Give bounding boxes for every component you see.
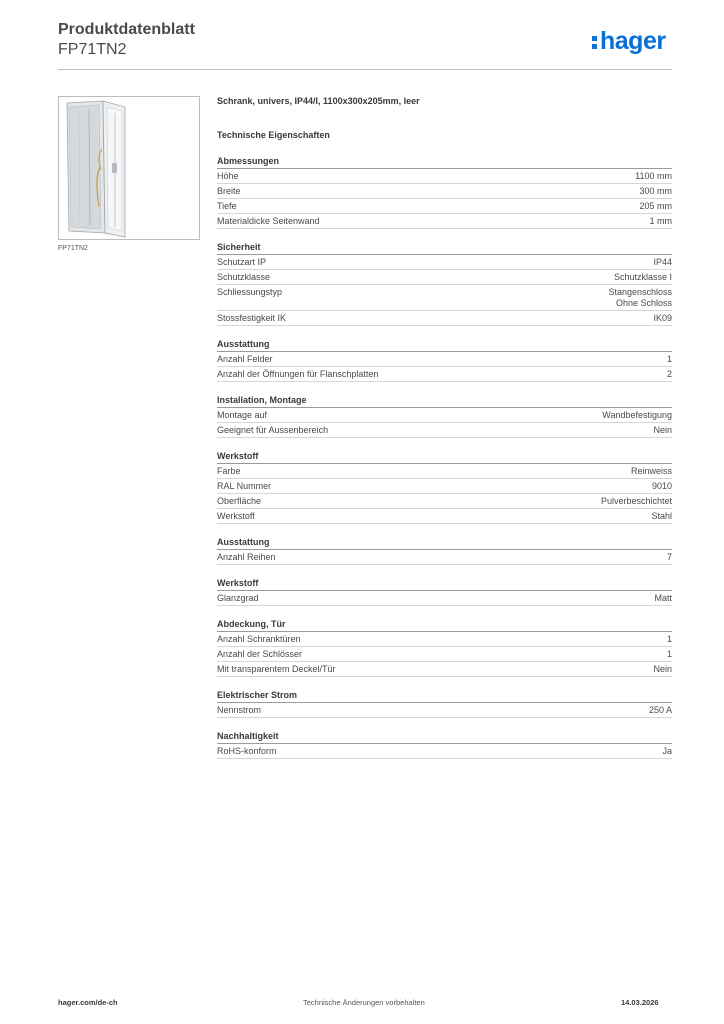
spec-value-line: Schutzklasse I: [613, 272, 672, 282]
spec-row: [217, 408, 672, 423]
spec-value: [635, 171, 672, 182]
spec-row: [217, 591, 672, 606]
spec-label: Anzahl Reihen: [217, 552, 276, 562]
spec-row: [217, 270, 672, 285]
spec-value-line: 9010: [651, 481, 672, 491]
spec-label: Anzahl Schranktüren: [217, 634, 301, 644]
section-title: Installation, Montage: [217, 394, 672, 408]
section-title: Werkstoff: [217, 577, 672, 591]
spec-value: [653, 313, 672, 324]
spec-value-line: Pulverbeschichtet: [600, 496, 672, 506]
spec-label: Höhe: [217, 171, 239, 181]
spec-value-line: Reinweiss: [630, 466, 672, 476]
spec-value: [639, 186, 672, 197]
spec-value: [653, 257, 672, 268]
spec-section: [217, 689, 672, 718]
spec-row: [217, 632, 672, 647]
spec-row: [217, 285, 672, 311]
spec-value: [654, 593, 672, 604]
section-title: Elektrischer Strom: [217, 689, 672, 703]
spec-label: Farbe: [217, 466, 241, 476]
spec-value-line: 205 mm: [639, 201, 672, 211]
logo-text: hager: [600, 27, 666, 55]
section-title: Abdeckung, Tür: [217, 618, 672, 632]
spec-label: Breite: [217, 186, 241, 196]
spec-value-line: 1: [666, 649, 672, 659]
spec-label: RAL Nummer: [217, 481, 272, 491]
spec-value: [667, 634, 672, 645]
spec-value-line: 250 A: [648, 705, 672, 715]
spec-label: Oberfläche: [217, 496, 262, 506]
spec-section: [217, 730, 672, 759]
spec-section: [217, 241, 672, 326]
cabinet-illustration: [59, 97, 199, 239]
spec-value: [653, 664, 672, 675]
spec-label: RoHS-konform: [217, 746, 277, 756]
spec-label: Schutzart IP: [217, 257, 267, 267]
spec-label: Geeignet für Aussenbereich: [217, 425, 329, 435]
section-title: Werkstoff: [217, 450, 672, 464]
spec-value: [667, 552, 672, 563]
spec-value-line: 1100 mm: [635, 171, 672, 181]
spec-section: [217, 394, 672, 438]
spec-value: [608, 287, 672, 309]
spec-row: [217, 255, 672, 270]
spec-value: [614, 272, 672, 283]
spec-value: [662, 746, 672, 757]
spec-value-line: Nein: [653, 425, 672, 435]
spec-value-line: 1: [666, 634, 672, 644]
spec-row: [217, 367, 672, 382]
spec-value: [667, 354, 672, 365]
spec-value-line: Wandbefestigung: [602, 410, 672, 420]
spec-value-line: Matt: [654, 593, 672, 603]
spec-value: [639, 201, 672, 212]
spec-value-line: IK09: [653, 313, 672, 323]
spec-value: [652, 481, 672, 492]
spec-label: Anzahl der Öffnungen für Flanschplatten: [217, 369, 379, 379]
spec-label: Materialdicke Seitenwand: [217, 216, 320, 226]
spec-value-line: Stahl: [651, 511, 672, 521]
spec-row: [217, 744, 672, 759]
spec-row: [217, 423, 672, 438]
spec-value: [602, 410, 672, 421]
tech-properties-heading: Technische Eigenschaften: [217, 130, 330, 140]
spec-row: [217, 550, 672, 565]
spec-value: [649, 705, 672, 716]
spec-value-line: 300 mm: [639, 186, 672, 196]
spec-value: [601, 496, 672, 507]
spec-row: [217, 662, 672, 677]
spec-value-line: Ja: [662, 746, 672, 756]
section-title: Nachhaltigkeit: [217, 730, 672, 744]
spec-label: Schutzklasse: [217, 272, 271, 282]
spec-value: [650, 216, 673, 227]
spec-value-line: 2: [666, 369, 672, 379]
spec-value-line: 7: [666, 552, 672, 562]
spec-row: [217, 214, 672, 229]
spec-row: [217, 479, 672, 494]
spec-label: Anzahl der Schlösser: [217, 649, 303, 659]
spec-label: Tiefe: [217, 201, 237, 211]
spec-value: [667, 649, 672, 660]
footer-disclaimer: Technische Änderungen vorbehalten: [303, 998, 425, 1007]
spec-label: Stossfestigkeit IK: [217, 313, 287, 323]
spec-label: Anzahl Felder: [217, 354, 273, 364]
spec-section: [217, 338, 672, 382]
spec-value: [631, 466, 672, 477]
spec-label: Nennstrom: [217, 705, 262, 715]
spec-value-line: Stangenschloss: [608, 287, 672, 297]
footer-website[interactable]: hager.com/de-ch: [58, 998, 118, 1007]
section-title: Abmessungen: [217, 155, 672, 169]
spec-row: [217, 647, 672, 662]
image-caption: FP71TN2: [58, 245, 88, 252]
spec-content: [217, 96, 672, 759]
spec-row: [217, 352, 672, 367]
spec-label: Glanzgrad: [217, 593, 259, 603]
spec-row: [217, 464, 672, 479]
spec-value-line: Ohne Schloss: [615, 298, 672, 308]
spec-section: [217, 155, 672, 229]
section-title: Ausstattung: [217, 338, 672, 352]
section-title: Ausstattung: [217, 536, 672, 550]
spec-value-line: 1: [666, 354, 672, 364]
spec-row: [217, 169, 672, 184]
spec-row: [217, 494, 672, 509]
spec-label: Mit transparentem Deckel/Tür: [217, 664, 336, 674]
spec-value-line: Nein: [653, 664, 672, 674]
spec-row: [217, 311, 672, 326]
footer-date: 14.03.2026: [621, 998, 659, 1007]
spec-section: [217, 450, 672, 524]
spec-value-line: 1 mm: [649, 216, 672, 226]
hager-logo: [592, 26, 666, 56]
spec-value-line: IP44: [653, 257, 672, 267]
spec-section: [217, 577, 672, 606]
page-title: Produktdatenblatt: [58, 21, 195, 38]
spec-label: Schliessungstyp: [217, 287, 283, 297]
article-number: FP71TN2: [58, 41, 127, 58]
product-image: [58, 96, 200, 240]
spec-section: [217, 618, 672, 677]
product-description: Schrank, univers, IP44/I, 1100x300x205mm, leer: [217, 96, 420, 106]
spec-label: Werkstoff: [217, 511, 255, 521]
spec-row: [217, 184, 672, 199]
spec-row: [217, 509, 672, 524]
spec-value: [667, 369, 672, 380]
spec-value: [651, 511, 672, 522]
spec-label: Montage auf: [217, 410, 268, 420]
header-divider: [58, 69, 672, 70]
spec-value: [653, 425, 672, 436]
spec-sections: [217, 155, 672, 759]
logo-dots-icon: [592, 34, 598, 50]
spec-section: [217, 536, 672, 565]
section-title: Sicherheit: [217, 241, 672, 255]
spec-row: [217, 703, 672, 718]
spec-row: [217, 199, 672, 214]
